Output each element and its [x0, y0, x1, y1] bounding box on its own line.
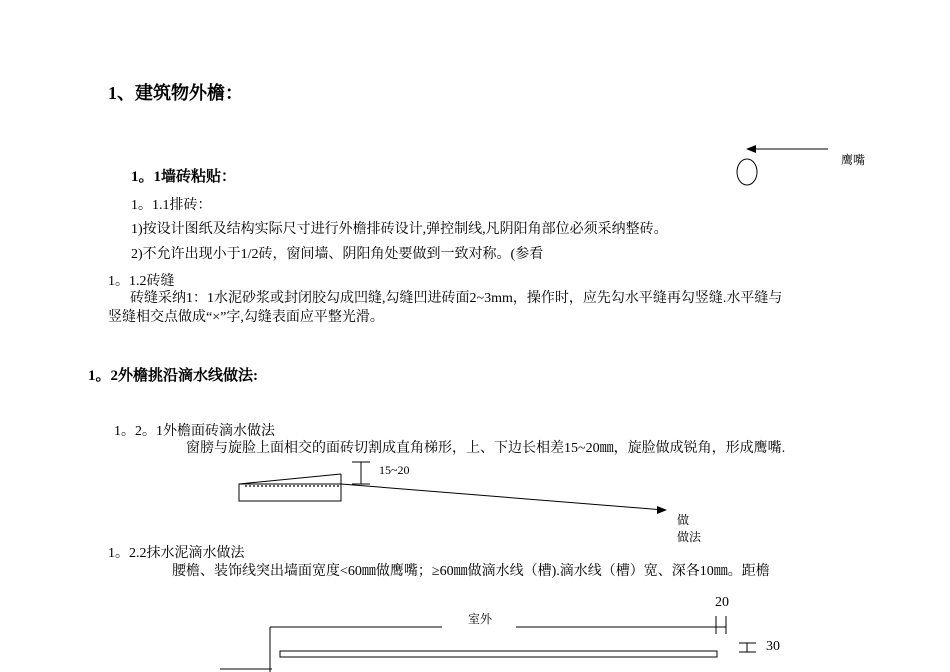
cement-dim-30: 30	[766, 639, 780, 654]
section-1-1-title: 1。1墙砖粘贴：	[131, 169, 237, 185]
cement-drip-figure	[220, 616, 756, 672]
arrow-left-icon	[746, 145, 756, 153]
tile-drip-figure	[239, 462, 667, 514]
section-1-2-2-title: 1。2.2抹水泥滴水做法	[108, 546, 245, 561]
section-1-2-title: 1。2外檐挑沿滴水线做法:	[88, 368, 258, 384]
tile-layout-item-1: 1)按设计图纸及结构实际尺寸进行外檐排砖设计,弹控制线,凡阴阳角部位必须采纳整砖。	[131, 222, 668, 237]
drip-paragraph: 窗膀与旋脸上面相交的面砖切割成直角梯形，上、下边长相差15~20㎜，旋脸做成锐角，形成鹰嘴.	[186, 441, 786, 456]
hawk-beak-label: 鹰嘴	[841, 153, 866, 167]
tile-layout-item-2: 2)不允许出现小于1/2砖，窗间墙、阴阳角处要做到一致对称。(参看	[131, 247, 544, 262]
drip-dimension-label: 15~20	[379, 463, 410, 477]
drip-figure-label-2: 做法	[677, 530, 702, 544]
hawk-beak-figure	[737, 145, 828, 185]
cement-drip-paragraph: 腰檐、装饰线突出墙面宽度<60㎜做鹰嘴；≥60㎜做滴水线（槽).滴水线（槽）宽、深各10㎜。距檐	[172, 564, 770, 579]
joint-paragraph-line-2: 竖缝相交点做成“×”字,勾缝表面应平整光滑。	[108, 310, 384, 325]
section-1-1-2-title: 1。1.2砖缝	[108, 274, 175, 289]
outdoor-label: 室外	[465, 613, 495, 625]
cement-dim-20: 20	[715, 595, 729, 610]
drip-figure-label-1: 做	[677, 513, 690, 527]
section-1-title: 1、建筑物外檐：	[108, 83, 243, 103]
circle-shape	[737, 159, 757, 185]
section-1-2-1-title: 1。2。1外檐面砖滴水做法	[114, 424, 275, 439]
arrow-right-icon	[657, 506, 667, 514]
joint-paragraph-line-1: 砖缝采纳1：1水泥砂浆或封闭胶勾成凹缝,勾缝凹进砖面2~3mm，操作时，应先勾水平缝再勾竖缝.水平缝与	[130, 291, 783, 306]
section-1-1-1-title: 1。1.1排砖：	[131, 198, 212, 213]
